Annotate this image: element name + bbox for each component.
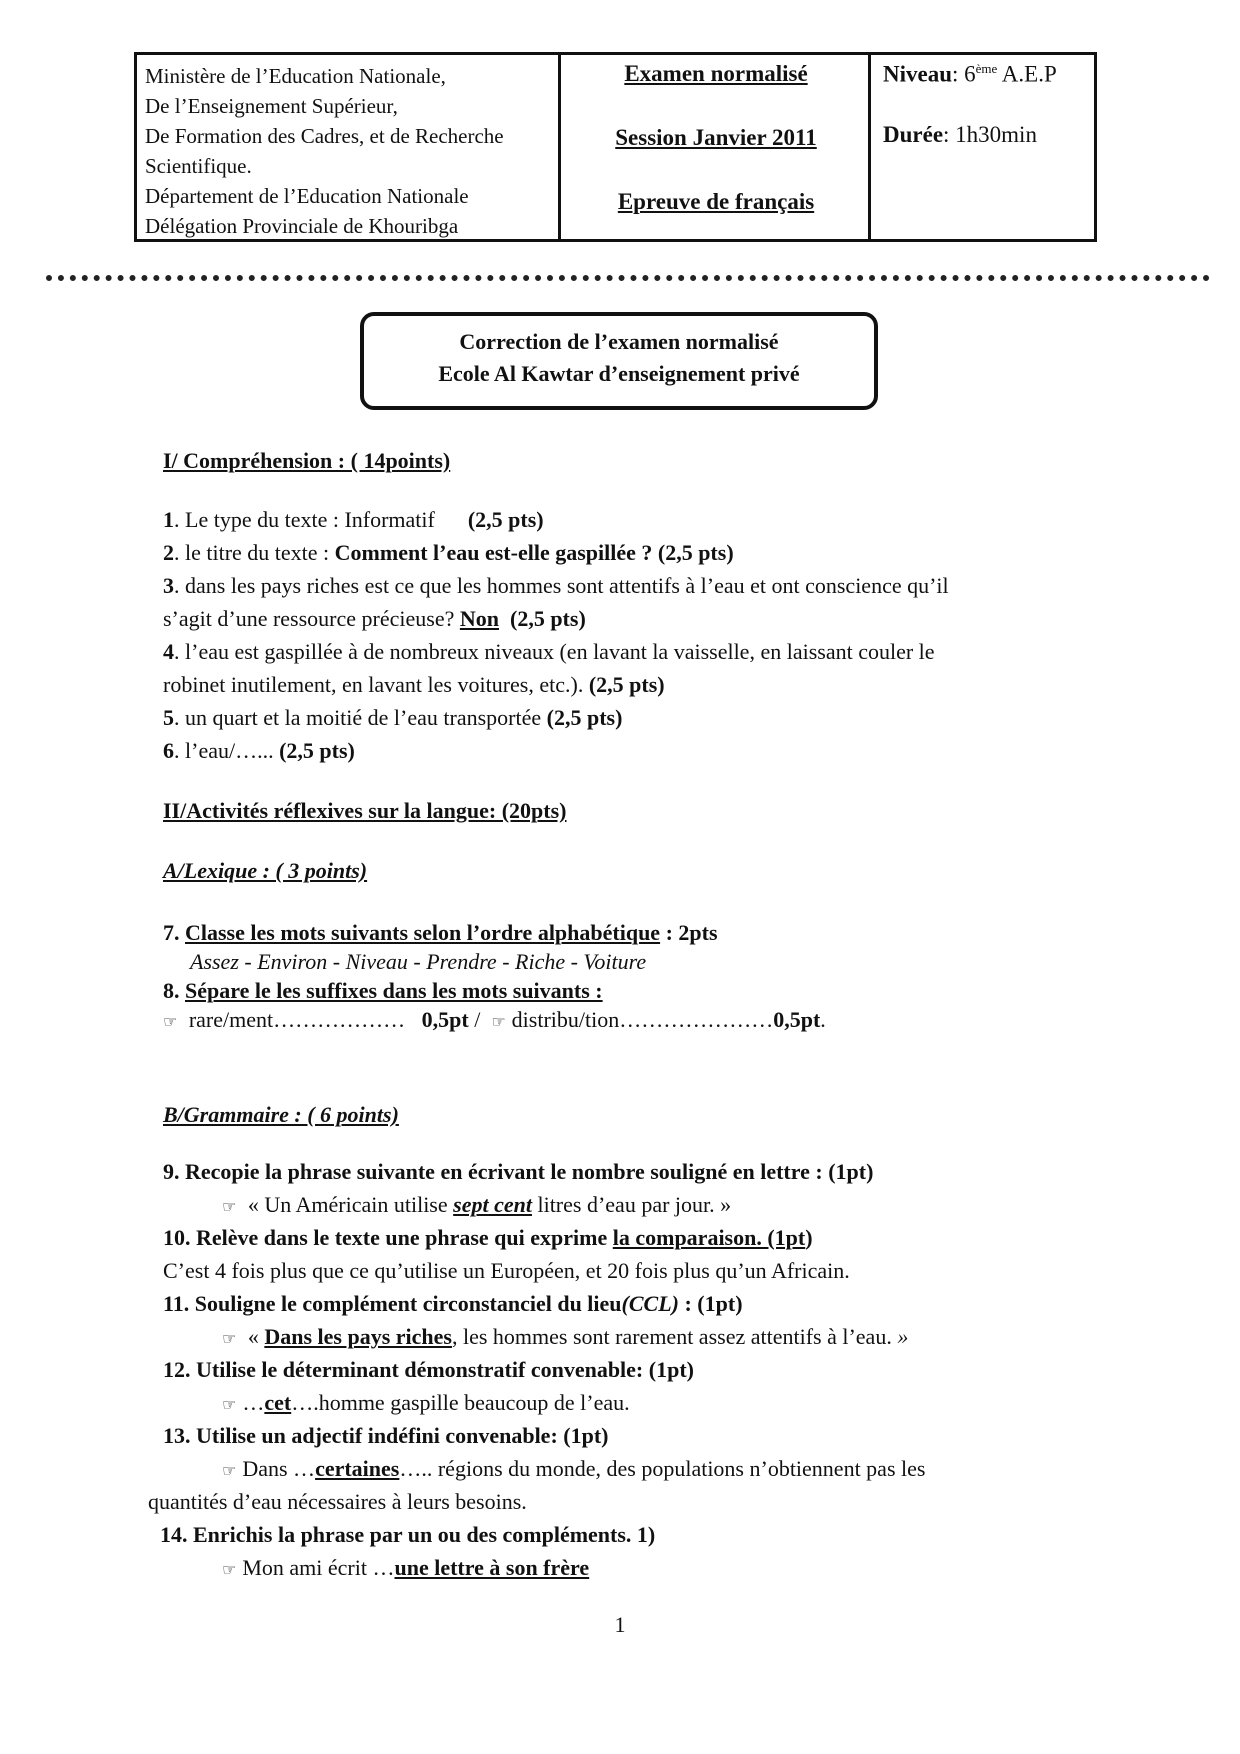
- q14: 14. Enrichis la phrase par un ou des compléments. 1): [160, 1522, 656, 1547]
- q3: 3. dans les pays riches est ce que les hommes sont attentifs à l’eau et ont conscience qu’il: [163, 573, 949, 598]
- section2-heading: II/Activités réflexives sur la langue: (20pts): [163, 798, 567, 823]
- q8-answer: ☞ rare/ment……………… 0,5pt / ☞ distribu/tion…………………0,5pt.: [163, 1007, 826, 1032]
- q10: 10. Relève dans le texte une phrase qui exprime la comparaison. (1pt): [163, 1225, 813, 1250]
- pointing-hand-icon: ☞: [491, 1012, 506, 1031]
- pointing-hand-icon: ☞: [222, 1197, 237, 1216]
- page-number: 1: [614, 1612, 626, 1637]
- correction-title-box: [360, 312, 878, 410]
- q3-cont: s’agit d’une ressource précieuse? Non (2,5 pts): [163, 606, 586, 631]
- q7: 7. Classe les mots suivants selon l’ordre alphabétique : 2pts: [163, 920, 718, 945]
- q12-answer: ☞ …cet….homme gaspille beaucoup de l’eau.: [222, 1390, 630, 1415]
- q4-cont: robinet inutilement, en lavant les voitures, etc.). (2,5 pts): [163, 672, 665, 697]
- pointing-hand-icon: ☞: [222, 1461, 237, 1480]
- q11-answer: ☞ « Dans les pays riches, les hommes sont rarement assez attentifs à l’eau. »: [222, 1324, 909, 1349]
- ministry-line: Scientifique.: [145, 154, 252, 178]
- q8: 8. Sépare le les suffixes dans les mots suivants :: [163, 978, 603, 1003]
- q9: 9. Recopie la phrase suivante en écrivant le nombre souligné en lettre : (1pt): [163, 1159, 874, 1184]
- q7-words: Assez - Environ - Niveau - Prendre - Riche - Voiture: [190, 949, 647, 974]
- ministry-line: De l’Enseignement Supérieur,: [145, 94, 398, 118]
- ministry-line: De Formation des Cadres, et de Recherche: [145, 124, 504, 148]
- q11: 11. Souligne le complément circonstanciel du lieu(CCL) : (1pt): [163, 1291, 743, 1316]
- q5: 5. un quart et la moitié de l’eau transportée (2,5 pts): [163, 705, 623, 730]
- ministry-cell: [137, 55, 561, 239]
- q10-answer: C’est 4 fois plus que ce qu’utilise un Européen, et 20 fois plus qu’un Africain.: [163, 1258, 850, 1283]
- exam-title: Examen normalisé: [624, 61, 808, 86]
- pointing-hand-icon: ☞: [222, 1395, 237, 1414]
- q13: 13. Utilise un adjectif indéfini convenable: (1pt): [163, 1423, 609, 1448]
- q13-answer-cont: quantités d’eau nécessaires à leurs besoins.: [148, 1489, 527, 1514]
- lexique-heading: A/Lexique : ( 3 points): [163, 858, 368, 883]
- pointing-hand-icon: ☞: [222, 1560, 237, 1579]
- niveau-cell: [871, 55, 1094, 239]
- ministry-line: Ministère de l’Education Nationale,: [145, 64, 446, 88]
- header-table: [134, 52, 1097, 242]
- dotted-divider: [46, 275, 1210, 281]
- q1: 1. Le type du texte : Informatif (2,5 pts): [163, 507, 544, 532]
- pointing-hand-icon: ☞: [163, 1012, 178, 1031]
- title-line-2: Ecole Al Kawtar d’enseignement privé: [438, 361, 800, 386]
- ministry-line: Département de l’Education Nationale: [145, 184, 469, 208]
- q13-answer: ☞ Dans …certaines….. régions du monde, des populations n’obtiennent pas les: [222, 1456, 926, 1481]
- q14-answer: ☞ Mon ami écrit …une lettre à son frère: [222, 1555, 590, 1580]
- section1-heading: I/ Compréhension : ( 14points): [163, 448, 451, 473]
- q4: 4. l’eau est gaspillée à de nombreux niveaux (en lavant la vaisselle, en laissant couler le: [163, 639, 935, 664]
- q6: 6. l’eau/…... (2,5 pts): [163, 738, 355, 763]
- grammaire-heading: B/Grammaire : ( 6 points): [163, 1102, 399, 1127]
- pointing-hand-icon: ☞: [222, 1329, 237, 1348]
- ministry-line: Délégation Provinciale de Khouribga: [145, 214, 459, 238]
- duree: Durée: 1h30min: [883, 121, 1037, 147]
- q9-answer: ☞ « Un Américain utilise sept cent litres d’eau par jour. »: [222, 1192, 732, 1217]
- q12: 12. Utilise le déterminant démonstratif convenable: (1pt): [163, 1357, 694, 1382]
- q2: 2. le titre du texte : Comment l’eau est-elle gaspillée ? (2,5 pts): [163, 540, 734, 565]
- niveau: Niveau: 6ème A.E.P: [883, 61, 1057, 87]
- exam-cell: [561, 55, 871, 239]
- exam-subject: Epreuve de français: [617, 189, 815, 214]
- exam-session: Session Janvier 2011: [615, 125, 817, 150]
- title-line-1: Correction de l’examen normalisé: [459, 329, 779, 354]
